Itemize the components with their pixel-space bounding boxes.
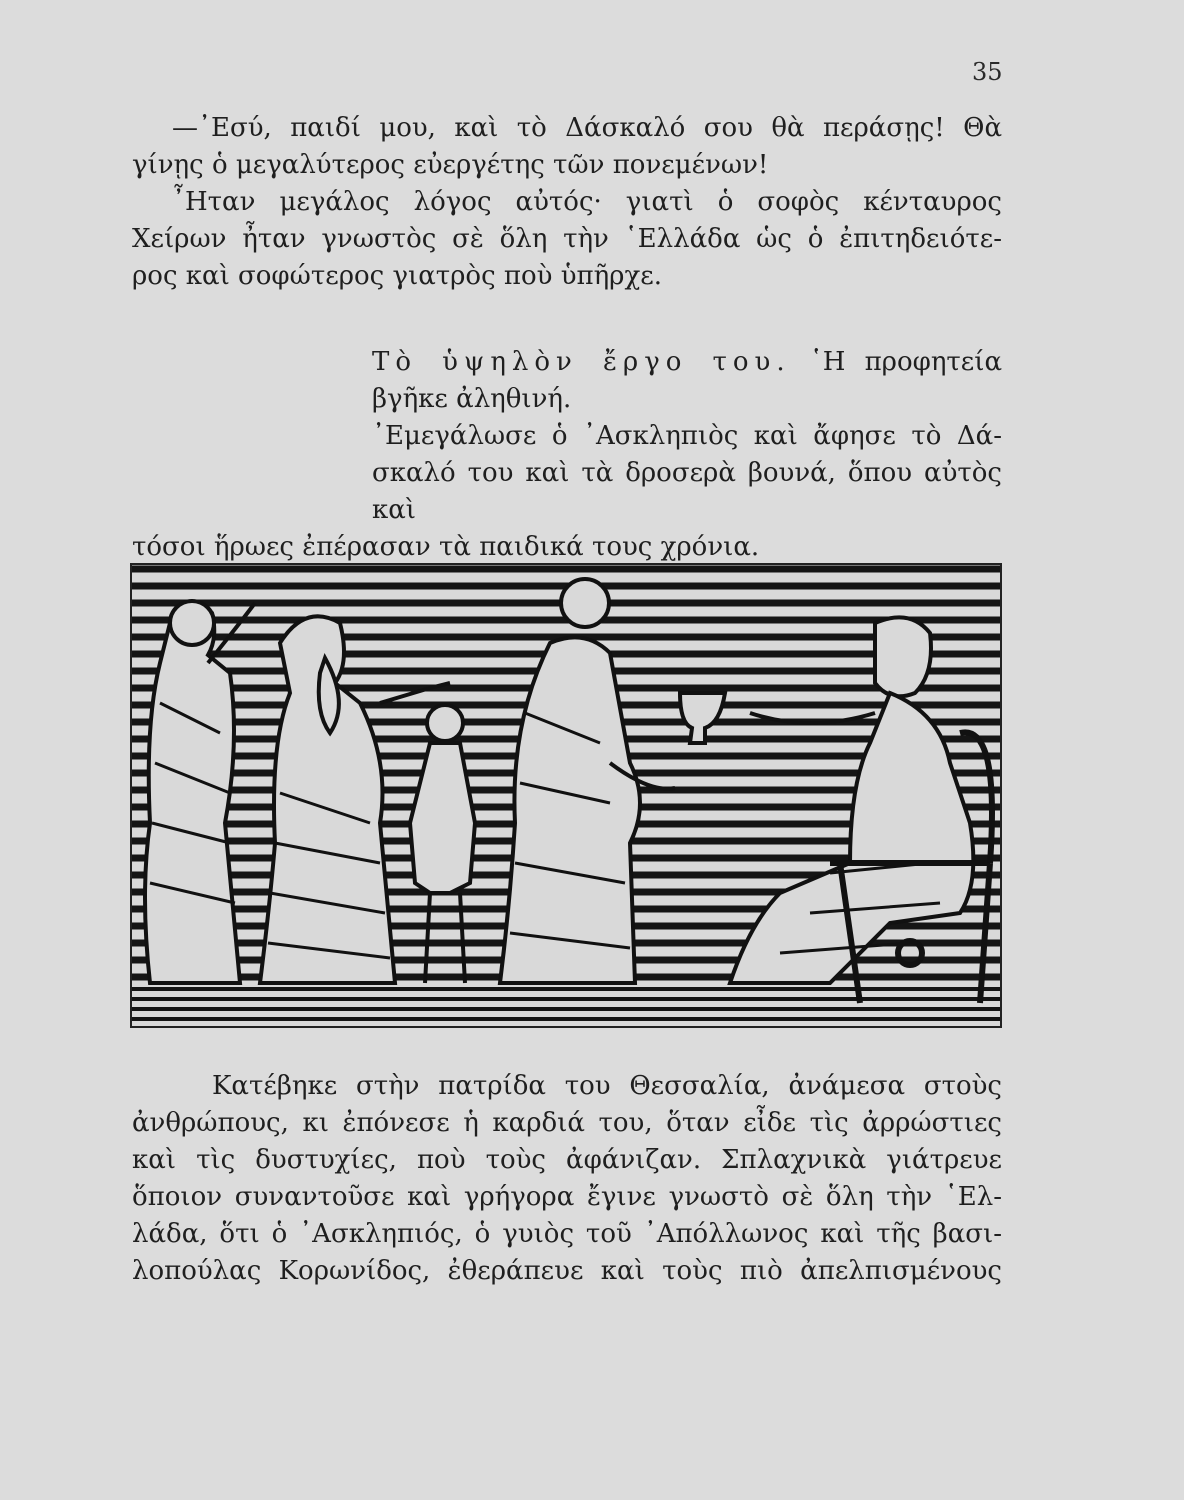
text-line: βγῆκε ἀληθινή. (372, 384, 572, 414)
section-heading: Τὸ ὑψηλὸν ἔργο του. (372, 347, 791, 377)
engraving-scene (130, 563, 1002, 1028)
text-line: ῏Ηταν μεγάλος λόγος αὐτός· γιατὶ ὁ σοφὸς κένταυρος (172, 187, 1002, 217)
text-line: ᾿Εμεγάλωσε ὁ ᾿Ασκληπιὸς καὶ ἄφησε τὸ Δά- (372, 421, 1002, 451)
bottom-paragraph (132, 1068, 1002, 1290)
text-line: ὅποιον συναντοῦσε καὶ γρήγορα ἔγινε γνωστὸ σὲ ὅλη τὴν ῾Ελ- (132, 1182, 1002, 1212)
section-heading-line (132, 344, 1002, 381)
engraving-illustration (130, 563, 1002, 1028)
text-line: λοπούλας Κορωνίδος, ἐθεράπευε καὶ τοὺς πιὸ ἀπελπισμένους (132, 1256, 1002, 1286)
text-line: γίνῃς ὁ μεγαλύτερος εὐεργέτης τῶν πονεμένων! (132, 150, 769, 180)
text-line: —᾿Εσύ, παιδί μου, καὶ τὸ Δάσκαλό σου θὰ περάσῃς! Θὰ (172, 113, 1002, 143)
text-line: ρος καὶ σοφώτερος γιατρὸς ποὺ ὑπῆρχε. (132, 261, 662, 291)
section-heading-tail: ῾Η προφητεία (809, 347, 1002, 377)
text-line: σκαλό του καὶ τὰ δροσερὰ βουνά, ὅπου αὐτὸς καὶ (372, 458, 1002, 525)
text-line: Χείρων ἦταν γνωστὸς σὲ ὅλη τὴν ῾Ελλάδα ὡς ὁ ἐπιτηδειότε- (132, 224, 1002, 254)
top-paragraphs (132, 110, 1002, 295)
text-line: Κατέβηκε στὴν πατρίδα του Θεσσαλία, ἀνάμεσα στοὺς (212, 1071, 1002, 1101)
text-line: καὶ τὶς δυστυχίες, ποὺ τοὺς ἀφάνιζαν. Σπλαχνικὰ γιάτρευε (132, 1145, 1002, 1175)
page-number: 35 (972, 58, 1003, 86)
text-line: ἀνθρώπους, κι ἐπόνεσε ἡ καρδιά του, ὅταν εἶδε τὶς ἀρρώστιες (132, 1108, 1002, 1138)
section-paragraph (132, 344, 1002, 566)
text-line: τόσοι ἥρωες ἐπέρασαν τὰ παιδικά τους χρόνια. (132, 532, 760, 562)
text-line: λάδα, ὅτι ὁ ᾿Ασκληπιός, ὁ γυιὸς τοῦ ᾿Απόλλωνος καὶ τῆς βασι- (132, 1219, 1002, 1249)
